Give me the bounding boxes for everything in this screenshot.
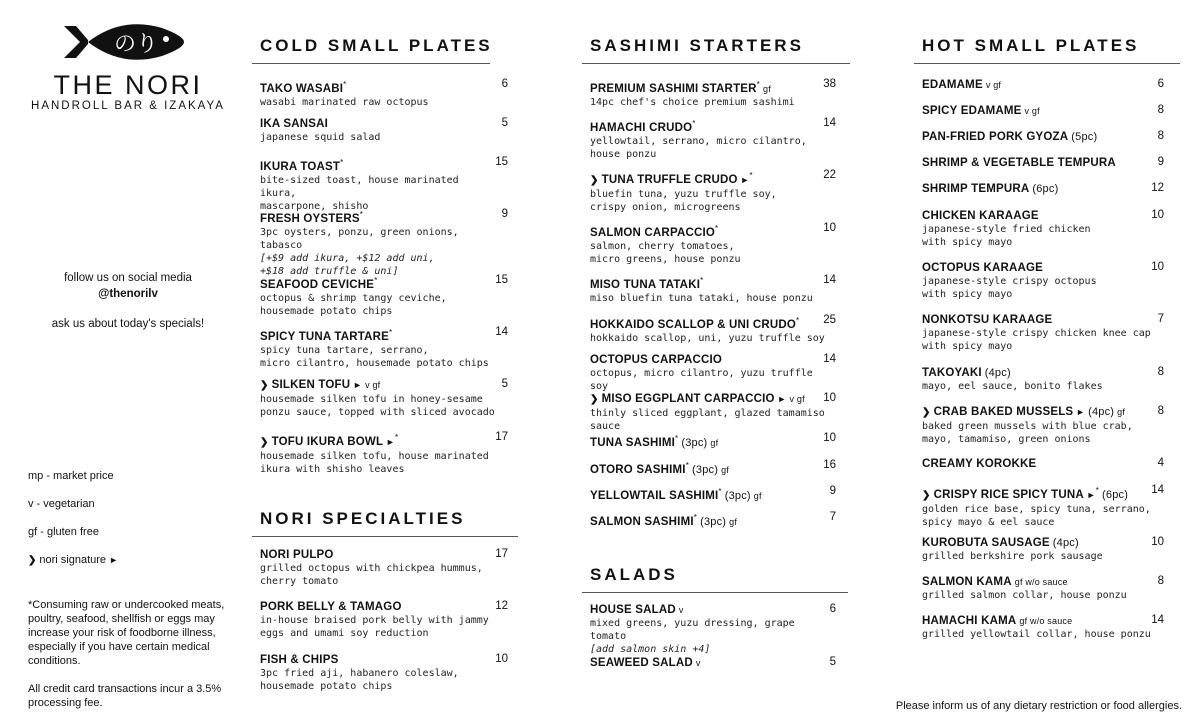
menu-item-name-row [922,313,1162,327]
raw-warning-mark: * [796,316,800,325]
menu-item-name-row [590,511,830,529]
legend-vegetarian: v - vegetarian [28,498,95,510]
menu-item-description: housemade silken tofu in honey-sesame ponzu sauce, topped with sliced avocado [260,394,495,418]
menu-item-price: 8 [1157,405,1164,417]
menu-item [590,169,830,214]
menu-item-price: 10 [823,432,836,444]
menu-item-name-row [260,653,500,667]
menu-item-piece-count: (3pc) [681,436,708,449]
legend-signature [28,554,118,566]
menu-item-description: grilled octopus with chickpea hummus, cherry tomato [260,563,483,587]
raw-warning-mark: * [693,513,698,522]
menu-item-name-row [590,169,830,188]
menu-item-name-row [260,208,500,226]
menu-item-price: 10 [1151,261,1164,273]
menu-item-description: 3pc oysters, ponzu, green onions, tabasco [260,226,459,251]
menu-item-name: HOKKAIDO SCALLOP & UNI CRUDO [590,318,797,331]
menu-item-price: 12 [1151,182,1164,194]
menu-item-name-row [922,104,1162,118]
raw-warning-mark: * [700,276,704,285]
hot-section-title: HOT SMALL PLATES [922,36,1140,55]
menu-item-name: SILKEN TOFU [271,379,351,391]
menu-item-description: hokkaido scallop, uni, yuzu truffle soy [590,332,825,344]
menu-item-price: 8 [1157,130,1164,142]
menu-item-price: 38 [823,78,836,90]
social-handle-link[interactable]: @thenorilv [98,288,158,300]
menu-item-name: NONKOTSU KARAAGE [922,314,1053,326]
menu-item-description: mixed greens, yuzu dressing, grape tomato [590,618,795,642]
menu-item-name-row [260,378,500,393]
menu-item-description: miso bluefin tuna tataki, house ponzu [590,292,813,304]
menu-item-price: 10 [1151,209,1164,221]
menu-item-description: golden rice base, spicy tuna, serrano, spicy mayo & eel sauce [922,503,1151,528]
menu-item-price: 22 [823,169,836,181]
menu-item-piece-count: (4pc) [1088,406,1115,418]
menu-item-diet-tag: v [678,605,684,615]
menu-item [922,484,1162,529]
food-safety-notice: *Consuming raw or undercooked meats, poultry, seafood, shellfish or eggs may increase your risk of foodborne illness, especially if you have certain medical conditions. [28,599,225,667]
menu-item-price: 5 [501,117,508,129]
salads-section-divider [582,592,848,593]
menu-item-name: TUNA SASHIMI [590,436,676,449]
menu-item [922,536,1162,563]
menu-item-diet-tag: gf w/o sauce [1019,616,1073,626]
menu-item-description: japanese-style fried chicken with spicy mayo [922,224,1091,248]
menu-item-piece-count: (4pc) [984,367,1011,379]
menu-item-description: grilled salmon collar, house ponzu [922,590,1127,601]
menu-item-name: IKA SANSAI [260,118,329,130]
menu-item-name: SALMON CARPACCIO [590,226,716,239]
menu-item-price: 6 [501,78,508,90]
menu-item-piece-count: (6pc) [1102,488,1129,501]
menu-item [922,182,1162,196]
menu-item [590,314,830,345]
raw-warning-mark: * [675,434,679,443]
specials-note: ask us about today's specials! [51,318,205,330]
menu-item-name-row [922,484,1162,503]
menu-item-description: grilled yellowtail collar, house ponzu [922,629,1151,640]
menu-item-price: 6 [829,603,836,615]
menu-item-description: japanese-style crispy octopus with spicy mayo [922,276,1097,300]
menu-item-price: 16 [823,459,836,471]
signature-arrow-icon: ► [1083,489,1096,500]
menu-item-name: EDAMAME [922,79,983,91]
menu-item-name-row [260,274,500,292]
menu-item [260,431,500,476]
menu-item-name-row [922,575,1162,589]
menu-item-name-row [922,457,1162,471]
raw-warning-mark: * [692,119,696,128]
raw-warning-mark: * [395,433,399,442]
menu-item [590,274,830,305]
menu-item-name: TOFU IKURA BOWL [271,435,384,448]
menu-item [922,457,1162,471]
menu-item [260,274,500,318]
menu-item-name: CREAMY KOROKKE [922,458,1037,470]
menu-item-name-row [260,156,500,174]
menu-item-price: 5 [829,656,836,668]
menu-item-price: 8 [1157,366,1164,378]
menu-item [922,405,1162,446]
menu-item-price: 10 [823,222,836,234]
menu-item-name-row [922,366,1162,380]
menu-item-price: 14 [1151,484,1164,496]
menu-item-diet-tag: gf [710,437,719,448]
menu-item-description: thinly sliced eggplant, glazed tamamiso sauce [590,408,825,432]
menu-item-price: 9 [829,485,836,497]
menu-item-diet-tag: gf [729,516,738,527]
menu-item-price: 15 [495,156,508,168]
menu-item [590,603,830,656]
menu-item [590,485,830,503]
signature-chevron-icon: ❯ [260,436,269,448]
menu-item-price: 4 [1157,457,1164,469]
menu-item-name: OCTOPUS CARPACCIO [590,354,723,366]
menu-item-price: 17 [495,431,508,443]
menu-item-price: 10 [1151,536,1164,548]
menu-item-name: FISH & CHIPS [260,654,339,666]
menu-item [922,575,1162,602]
sashimi-section-title: SASHIMI STARTERS [590,36,804,55]
menu-item-name-row [922,182,1162,196]
brand-subtitle: HANDROLL BAR & IZAKAYA [31,100,225,112]
menu-item-name: MISO EGGPLANT CARPACCIO [601,393,775,405]
menu-item-price: 7 [1157,313,1164,325]
menu-item [922,313,1162,353]
signature-chevron-icon: ❯ [590,174,599,186]
social-line: follow us on social media [64,272,192,284]
menu-item [260,208,500,278]
menu-item-diet-tag: gf [753,490,762,501]
menu-item [260,117,500,144]
menu-item-diet-tag: v [695,658,701,668]
menu-item-name-row [590,485,830,503]
menu-item-name-row [922,405,1162,420]
menu-item-name: CRAB BAKED MUSSELS [933,406,1074,418]
menu-item-name-row [922,78,1162,92]
menu-item-description: octopus & shrimp tangy ceviche, housemade potato chips [260,292,447,317]
menu-item-description: mayo, eel sauce, bonito flakes [922,381,1103,392]
menu-item-name: SALMON KAMA [922,576,1012,588]
menu-item [590,459,830,477]
menu-item-description: japanese squid salad [260,132,381,143]
menu-item-name-row [590,78,830,96]
menu-item-description: 3pc fried aji, habanero coleslaw, housemade potato chips [260,668,459,692]
salads-section-title: SALADS [590,565,678,584]
sashimi-section-divider [582,63,850,64]
social-block [0,270,256,302]
menu-item-name: SALMON SASHIMI [590,515,694,528]
menu-item-piece-count: (3pc) [692,463,719,476]
menu-item-description: spicy tuna tartare, serrano, micro cilantro, housemade potato chips [260,344,489,369]
menu-item-diet-tag: v gf [1024,106,1040,116]
menu-item-name: NORI PULPO [260,549,334,561]
menu-item [590,392,830,433]
signature-chevron-icon: ❯ [922,407,931,418]
menu-item-name-row [260,117,500,131]
menu-item-name-row [260,548,500,562]
signature-arrow-icon: ► [109,555,119,565]
hot-section-divider [914,63,1180,64]
menu-item-name: HAMACHI KAMA [922,615,1017,627]
menu-item-price: 5 [501,378,508,390]
menu-item-piece-count: (3pc) [700,515,727,528]
menu-item-price: 14 [1151,614,1164,626]
raw-warning-mark: * [359,210,364,219]
menu-item-name: TAKOYAKI [922,367,982,379]
signature-chevron-icon: ❯ [260,380,269,391]
raw-warning-mark: * [1095,486,1100,495]
menu-item-name-row [590,392,830,407]
menu-item-price: 17 [495,548,508,560]
menu-item-name: PREMIUM SASHIMI STARTER [590,82,757,95]
menu-item-diet-tag: gf [1117,407,1126,417]
menu-item [922,209,1162,249]
menu-item-name-row [260,326,500,344]
menu-item-price: 8 [1157,575,1164,587]
menu-item-name-row [922,261,1162,275]
cold-section-divider [252,63,490,64]
menu-item-diet-tag: v gf [985,80,1002,90]
raw-warning-mark: * [374,276,378,285]
menu-item [260,326,500,370]
menu-item-diet-tag: gf w/o sauce [1014,577,1068,587]
nori-fish-logo-icon [62,22,186,62]
menu-item [590,432,830,450]
menu-item-name: CHICKEN KARAAGE [922,210,1039,222]
menu-item [260,653,500,693]
menu-item-price: 14 [823,117,836,129]
menu-item-name-row [590,432,830,450]
raw-warning-mark: * [685,461,690,470]
menu-item-price: 6 [1157,78,1164,90]
menu-item [922,614,1162,641]
menu-item [922,78,1162,92]
menu-item-name-row [260,431,500,450]
brand-name: THE NORI [53,70,203,100]
menu-item-name: OCTOPUS KARAAGE [922,262,1043,274]
menu-item-name: CRISPY RICE SPICY TUNA [933,488,1084,501]
menu-item-piece-count: (3pc) [724,489,751,502]
raw-warning-mark: * [749,171,753,180]
menu-item-diet-tag: gf [763,83,771,94]
signature-arrow-icon: ► [383,436,396,447]
specialties-section-divider [252,536,518,537]
legend-market-price: mp - market price [28,470,114,482]
cold-section-title: COLD SMALL PLATES [260,36,493,55]
menu-item [590,656,830,670]
menu-item-diet-tag: v gf [789,394,805,404]
menu-item-piece-count: (6pc) [1032,183,1059,195]
signature-chevron-icon: ❯ [28,555,37,566]
menu-item [590,511,830,529]
menu-item-price: 7 [829,511,836,523]
menu-item [922,104,1162,118]
menu-item-name-row [590,603,830,617]
menu-item [922,130,1162,144]
menu-item [260,548,500,588]
menu-item [922,156,1162,170]
menu-item-piece-count: (4pc) [1052,537,1079,549]
menu-item-description: grilled berkshire pork sausage [922,551,1103,562]
menu-item-name: SHRIMP & VEGETABLE TEMPURA [922,157,1116,169]
menu-item-name-row [590,314,830,332]
menu-item [260,600,500,640]
signature-arrow-icon: ► [737,174,750,185]
signature-arrow-icon: ► [774,394,787,404]
menu-item-name: PORK BELLY & TAMAGO [260,601,402,613]
menu-item-name-row [922,209,1162,223]
menu-item-price: 9 [1157,156,1164,168]
menu-item-name: MISO TUNA TATAKI [590,278,701,291]
menu-item-name: IKURA TOAST [260,160,341,173]
menu-item-name: TUNA TRUFFLE CRUDO [601,173,738,186]
legend-gluten-free: gf - gluten free [28,526,99,538]
processing-fee-note: All credit card transactions incur a 3.5% processing fee. [28,683,222,709]
signature-arrow-icon: ► [1073,407,1086,417]
signature-arrow-icon: ► [350,380,363,390]
menu-item-name-row [590,656,830,670]
allergy-footer: Please inform us of any dietary restriction or food allergies. [895,700,1182,712]
menu-item [260,378,500,419]
menu-item-price: 10 [495,653,508,665]
menu-item-name-row [922,536,1162,550]
menu-item-price: 8 [1157,104,1164,116]
menu-item-name-row [590,117,830,135]
menu-item-price: 14 [495,326,508,338]
raw-warning-mark: * [756,80,760,89]
menu-item-name-row [260,600,500,614]
menu-item-diet-tag: gf [721,464,729,475]
menu-item-name-row [590,459,830,477]
menu-item [590,353,830,393]
menu-item [590,222,830,266]
menu-item-description: bluefin tuna, yuzu truffle soy, crispy onion, microgreens [590,188,777,213]
menu-item-name: HOUSE SALAD [590,604,676,616]
menu-item-name: SHRIMP TEMPURA [922,183,1030,195]
menu-item-name: YELLOWTAIL SASHIMI [590,489,719,502]
menu-item [590,117,830,161]
menu-item [260,156,500,213]
menu-item [922,366,1162,393]
signature-chevron-icon: ❯ [922,489,931,501]
menu-item-name: FRESH OYSTERS [260,212,360,225]
menu-item-name-row [922,614,1162,628]
menu-item-price: 14 [823,353,836,365]
menu-item-description: baked green mussels with blue crab, mayo, tamamiso, green onions [922,421,1133,445]
menu-item-name: OTORO SASHIMI [590,463,686,476]
menu-item-name: KUROBUTA SAUSAGE [922,537,1050,549]
menu-item-price: 12 [495,600,508,612]
menu-item-description: octopus, micro cilantro, yuzu truffle soy [590,368,813,392]
menu-item [922,261,1162,301]
menu-item-name-row [590,274,830,292]
menu-item-name-row [260,78,500,96]
menu-item-description: wasabi marinated raw octopus [260,96,429,108]
menu-item-name: SPICY EDAMAME [922,105,1022,117]
raw-warning-mark: * [343,80,347,89]
menu-item-piece-count: (5pc) [1071,131,1098,143]
menu-item-description: 14pc chef's choice premium sashimi [590,96,795,108]
menu-item-description: japanese-style crispy chicken knee cap with spicy mayo [922,328,1151,352]
menu-item-diet-tag: v gf [365,380,381,390]
signature-chevron-icon: ❯ [590,394,599,405]
menu-item-price: 10 [823,392,836,404]
menu-item-description: housemade silken tofu, house marinated ikura with shisho leaves [260,450,489,475]
menu-item-addon: [+$9 add ikura, +$12 add uni, +$18 add truffle & uni] [260,252,435,277]
logo-lettering: のり [114,32,159,57]
menu-item-addon: [add salmon skin +4] [590,644,711,655]
menu-item [590,78,830,109]
menu-item-description: bite-sized toast, house marinated ikura, mascarpone, shisho [260,174,459,212]
raw-warning-mark: * [340,158,344,167]
menu-item-name: SPICY TUNA TARTARE [260,330,390,343]
menu-item-name-row [590,222,830,240]
menu-item-price: 9 [501,208,508,220]
menu-item-description: in-house braised pork belly with jammy eggs and umami soy reduction [260,615,489,639]
raw-warning-mark: * [715,224,719,233]
menu-item-name-row [922,130,1162,144]
menu-item-price: 25 [823,314,836,326]
menu-item-description: yellowtail, serrano, micro cilantro, house ponzu [590,135,807,160]
menu-item-price: 15 [495,274,508,286]
menu-item-name: SEAFOOD CEVICHE [260,278,375,291]
specialties-section-title: NORI SPECIALTIES [260,509,466,528]
menu-item-name: TAKO WASABI [260,82,344,95]
menu-item-description: salmon, cherry tomatoes, micro greens, house ponzu [590,240,741,265]
menu-item-name-row [922,156,1162,170]
menu-item [260,78,500,109]
menu-item-name-row [590,353,830,367]
raw-warning-mark: * [718,487,722,496]
menu-item-price: 14 [823,274,836,286]
legend-signature-label: nori signature [39,554,107,566]
raw-warning-mark: * [389,328,393,337]
menu-item-name: PAN-FRIED PORK GYOZA [922,131,1069,143]
menu-item-name: HAMACHI CRUDO [590,121,693,134]
menu-item-name: SEAWEED SALAD [590,657,693,669]
